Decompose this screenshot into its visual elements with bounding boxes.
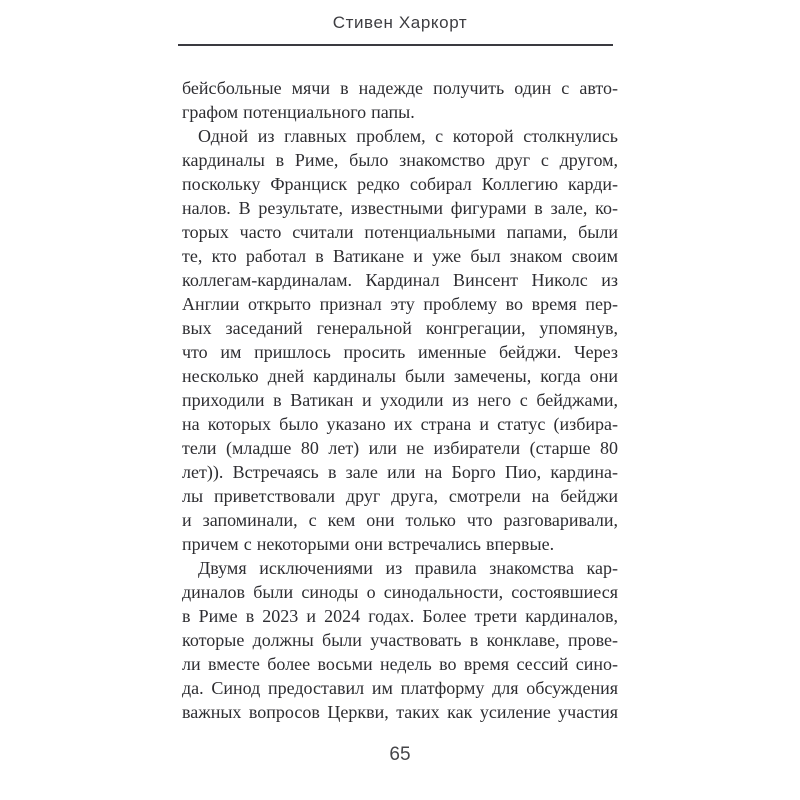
text-line: Одной из главных проблем, с которой столкнулись (198, 126, 618, 146)
text-line: причем с некоторыми они встречались впервые. (182, 534, 555, 554)
text-line: торых часто считали потенциальными папами, были (182, 222, 618, 242)
text-line: лет)). Встречаясь в зале или на Борго Пио, кардина- (182, 462, 618, 482)
text-line: бейсбольные мячи в надежде получить один с авто- (182, 78, 618, 98)
running-header: Стивен Харкорт (332, 13, 468, 32)
text-line: и запоминали, с кем они только что разговаривали, (182, 510, 618, 530)
paragraph (182, 556, 618, 724)
text-line: кардиналы в Риме, было знакомство друг с другом, (182, 150, 618, 170)
text-line: графом потенциального папы. (182, 102, 415, 122)
text-line: которые должны были участвовать в конклаве, прове- (182, 630, 618, 650)
text-line: вых заседаний генеральной конгрегации, упомянув, (182, 318, 618, 338)
text-line: коллегам-кардиналам. Кардинал Винсент Николс из (182, 270, 618, 290)
text-line: приходили в Ватикан и уходили из него с бейджами, (182, 390, 618, 410)
text-line: важных вопросов Церкви, таких как усиление участия (182, 702, 618, 722)
text-line: Двумя исключениями из правила знакомства кар- (198, 558, 618, 578)
text-line: тели (младше 80 лет) или не избиратели (старше 80 (182, 438, 618, 458)
text-line: на которых было указано их страна и статус (избира- (182, 414, 618, 434)
text-line: диналов были синоды о синодальности, состоявшиеся (182, 582, 618, 602)
text-line: Англии открыто признал эту проблему во время пер- (182, 294, 618, 314)
text-line: что им пришлось просить именные бейджи. Через (182, 342, 618, 362)
text-line: ли вместе более восьми недель во время сессий сино- (182, 654, 618, 674)
text-line: да. Синод предоставил им платформу для обсуждения (182, 678, 618, 698)
text-line: лы приветствовали друг друга, смотрели на бейджи (182, 486, 618, 506)
text-line: поскольку Франциск редко собирал Коллегию карди- (182, 174, 618, 194)
text-line: те, кто работал в Ватикане и уже был знаком своим (182, 246, 618, 266)
text-line: в Риме в 2023 и 2024 годах. Более трети кардиналов, (182, 606, 618, 626)
text-block (182, 76, 618, 724)
paragraph (182, 76, 618, 124)
paragraph (182, 124, 618, 556)
page-number: 65 (389, 744, 411, 765)
text-line: налов. В результате, известными фигурами в зале, ко- (182, 198, 618, 218)
header-rule-divider (178, 44, 613, 46)
text-line: несколько дней кардиналы были замечены, когда они (182, 366, 618, 386)
